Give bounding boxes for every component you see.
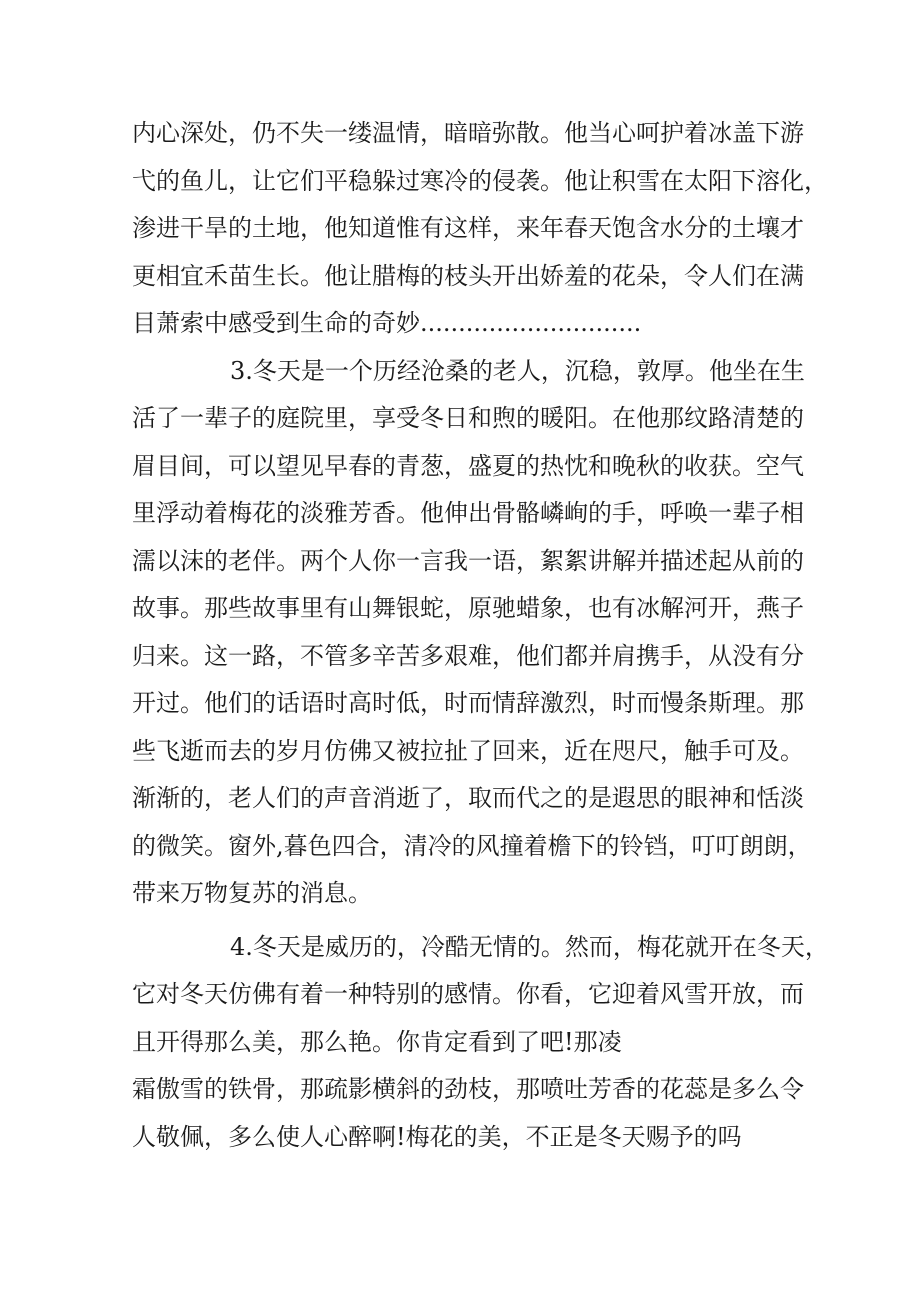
paragraph-4-first-line: 4.冬天是威历的，冷酷无情的。然而，梅花就开在冬天，	[230, 932, 829, 961]
text-line: 更相宜禾苗生长。他让腊梅的枝头开出娇羞的花朵，令人们在满	[132, 261, 804, 290]
text-line: 渐渐的，老人们的声音消逝了，取而代之的是遐思的眼神和恬淡	[132, 784, 804, 812]
text-line: 故事。那些故事里有山舞银蛇，原驰蜡象，也有冰解河开，燕子	[132, 594, 804, 622]
text-line: 眉目间，可以望见早春的青葱，盛夏的热忱和晚秋的收获。空气	[132, 451, 804, 480]
text-line: 霜傲雪的铁骨，那疏影横斜的劲枝，那喷吐芳香的花蕊是多么令	[132, 1075, 804, 1103]
text-line: 里浮动着梅花的淡雅芳香。他伸出骨骼嶙峋的手，呼唤一辈子相	[132, 499, 804, 527]
text-line: 内心深处，仍不失一缕温情，暗暗弥散。他当心呵护着冰盖下游	[132, 119, 804, 147]
text-line: 归来。这一路，不管多辛苦多艰难，他们都并肩携手，从没有分	[132, 641, 804, 670]
text-line: 它对冬天仿佛有着一种特别的感情。你看，它迎着风雪开放，而	[132, 980, 804, 1008]
text-line: 带来万物复苏的消息。	[132, 879, 372, 907]
text-line: 些飞逝而去的岁月仿佛又被拉扯了回来，近在咫尺，触手可及。	[132, 736, 804, 765]
text-line: 开过。他们的话语时高时低，时而情辞激烈，时而慢条斯理。那	[132, 689, 804, 717]
text-line: 活了一辈子的庭院里，享受冬日和煦的暖阳。在他那纹路清楚的	[132, 404, 804, 432]
paragraph-3-first-line: 3.冬天是一个历经沧桑的老人，沉稳，敦厚。他坐在生	[230, 356, 805, 385]
body-text	[132, 110, 829, 1161]
text-line: 目萧索中感受到生命的奇妙.............................	[132, 309, 642, 337]
text-line: 渗进干旱的土地，他知道惟有这样，来年春天饱含水分的土壤才	[132, 214, 804, 242]
text-line: 濡以沫的老伴。两个人你一言我一语，絮絮讲解并描述起从前的	[132, 546, 804, 575]
text-line: 且开得那么美，那么艳。你肯定看到了吧!那凌	[132, 1027, 622, 1056]
text-line: 弋的鱼儿，让它们平稳躲过寒冷的侵袭。他让积雪在太阳下溶化，	[132, 166, 828, 195]
text-line: 人敬佩，多么使人心醉啊!梅花的美，不正是冬天赐予的吗	[132, 1122, 742, 1151]
text-line: 的微笑。窗外,暮色四合，清冷的风撞着檐下的铃铛，叮叮朗朗，	[132, 831, 812, 860]
